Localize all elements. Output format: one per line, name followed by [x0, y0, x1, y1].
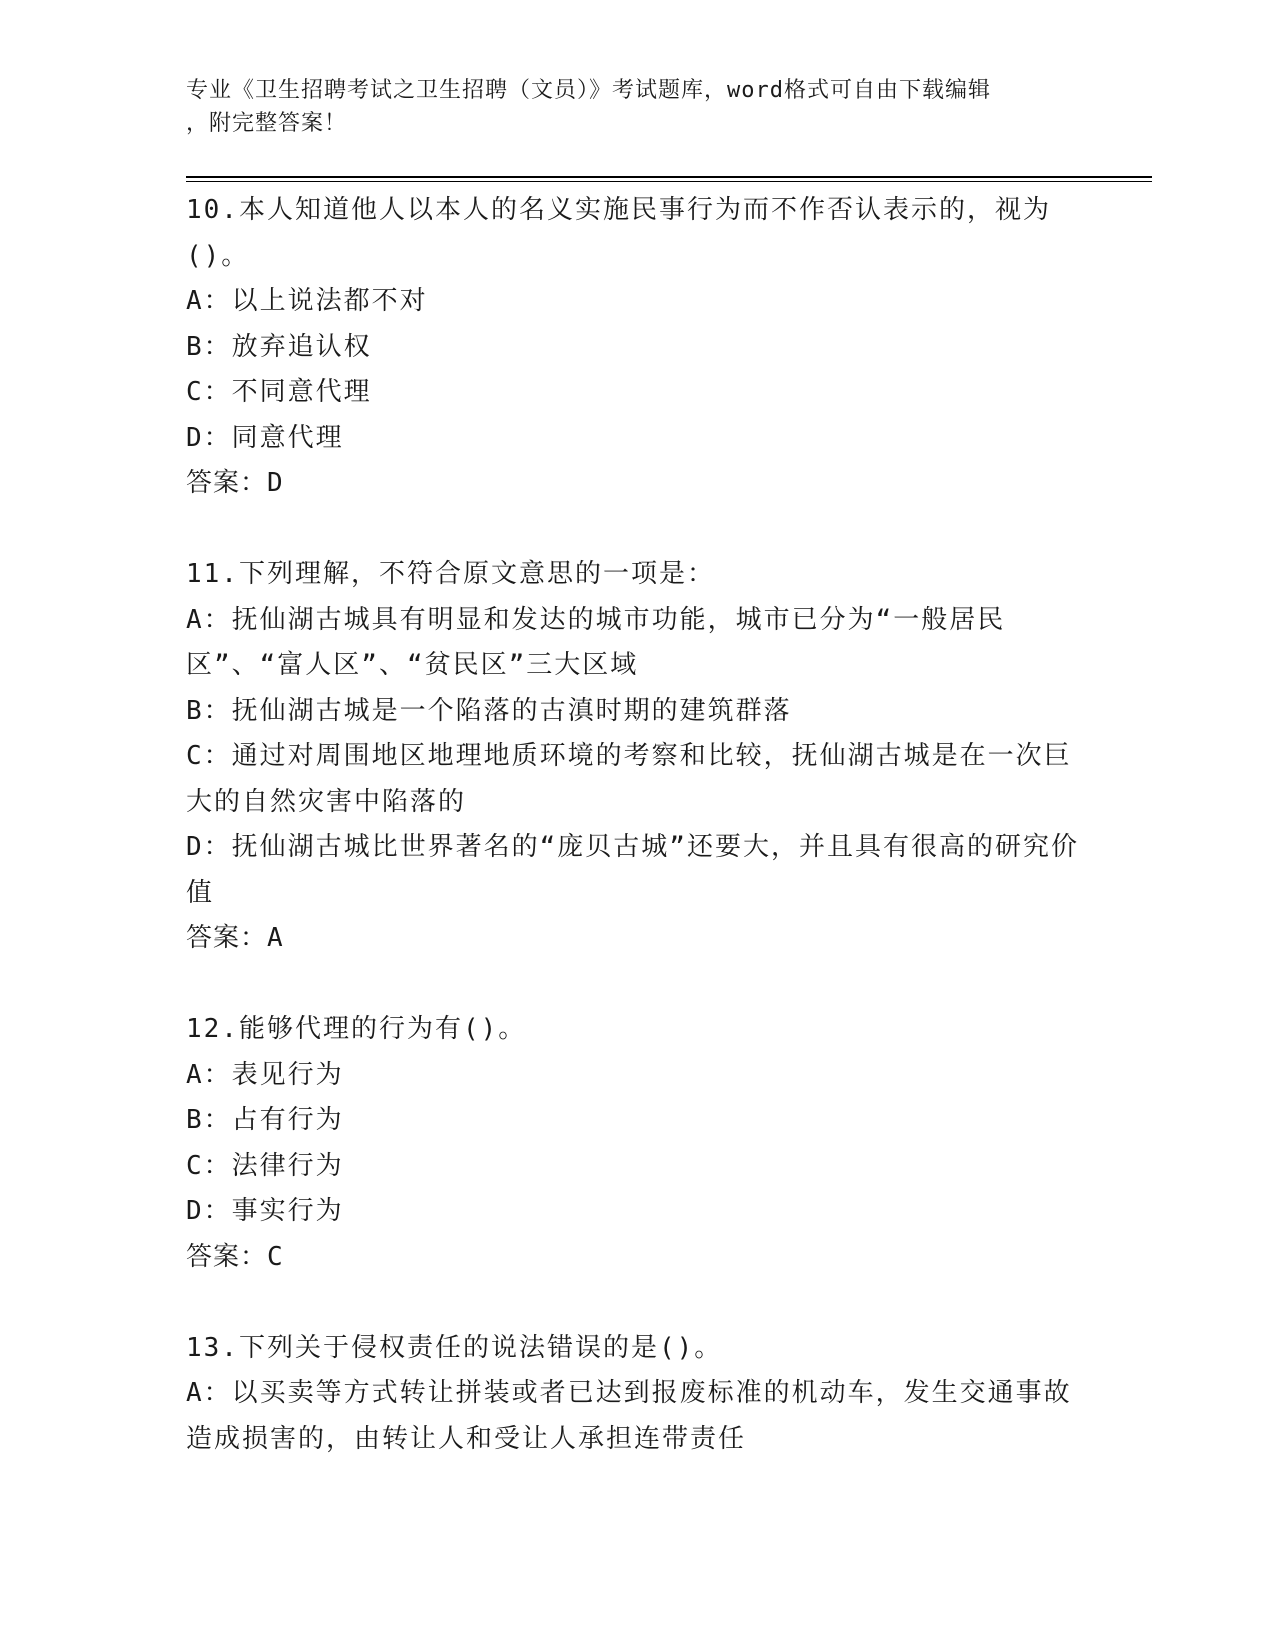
- option-a: A：以买卖等方式转让拼装或者已达到报废标准的机动车，发生交通事故造成损害的，由转让人和受让人承担连带责任: [186, 1378, 1072, 1454]
- option-c: C：法律行为: [186, 1150, 344, 1181]
- option-b: B：抚仙湖古城是一个陷落的古滇时期的建筑群落: [186, 695, 792, 726]
- option-a: A：以上说法都不对: [186, 286, 428, 316]
- answer-value: A: [267, 923, 284, 953]
- answer-line: [186, 916, 1086, 962]
- question-list: [186, 188, 1086, 1508]
- answer-value: D: [267, 468, 284, 498]
- option-d: D：抚仙湖古城比世界著名的“庞贝古城”还要大，并且具有很高的研究价值: [186, 832, 1079, 908]
- header-divider-thin: [186, 181, 1152, 182]
- header-line-2: ，附完整答案！: [186, 111, 348, 136]
- header-line-1: 专业《卫生招聘考试之卫生招聘（文员）》考试题库，word格式可自由下载编辑: [186, 78, 991, 103]
- answer-label: 答案：: [186, 923, 268, 953]
- answer-line: [186, 461, 1086, 507]
- question-12: [186, 1007, 1086, 1280]
- answer-value: C: [267, 1241, 284, 1272]
- option-a: A：表见行为: [186, 1059, 344, 1090]
- document-header: [186, 74, 1066, 140]
- question-10: [186, 188, 1086, 507]
- question-11: [186, 552, 1086, 962]
- option-c: C：不同意代理: [186, 377, 372, 407]
- option-c: C：通过对周围地区地理地质环境的考察和比较，抚仙湖古城是在一次巨大的自然灾害中陷落的: [186, 741, 1072, 817]
- question-stem: 10.本人知道他人以本人的名义实施民事行为而不作否认表示的，视为()。: [186, 195, 1051, 271]
- option-d: D：同意代理: [186, 422, 344, 453]
- header-divider-thick: [186, 176, 1152, 178]
- option-d: D：事实行为: [186, 1196, 344, 1226]
- question-stem: 13.下列关于侵权责任的说法错误的是()。: [186, 1332, 723, 1363]
- answer-label: 答案：: [186, 468, 268, 498]
- answer-label: 答案：: [186, 1241, 268, 1272]
- option-b: B：占有行为: [186, 1105, 344, 1135]
- option-b: B：放弃追认权: [186, 331, 372, 362]
- option-a: A：抚仙湖古城具有明显和发达的城市功能，城市已分为“一般居民区”、“富人区”、“贫民区”三大区域: [186, 604, 1006, 680]
- question-13: [186, 1326, 1086, 1463]
- question-stem: 12.能够代理的行为有()。: [186, 1014, 527, 1044]
- question-stem: 11.下列理解，不符合原文意思的一项是：: [186, 559, 715, 589]
- answer-line: [186, 1235, 1086, 1281]
